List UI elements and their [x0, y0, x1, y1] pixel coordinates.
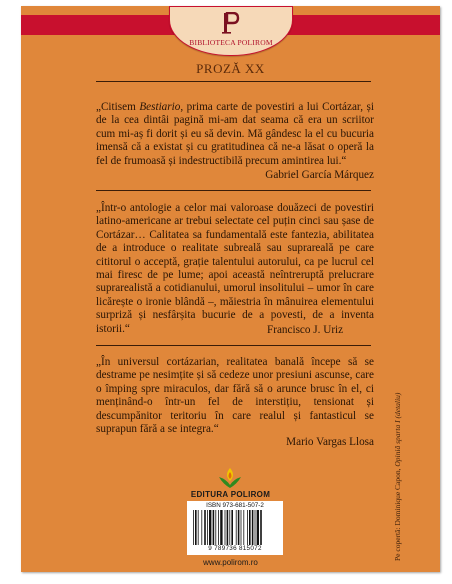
polirom-p-logo-icon — [222, 12, 240, 34]
barcode-bars — [193, 510, 277, 545]
publisher-website: www.polirom.ro — [203, 558, 258, 567]
quote-vargas-llosa: „În universul cortázarian, realitatea banală începe să se destrame pe nesimțite și să cedeze unor presiuni ascunse, care o împing spre miraculos, dar fără să o arunce brusc în el, ci menținând-o într-un fel de interstițiu, tensionat și descumpănitor teritoriu în care realul și fantasticul se suprapun fără a se integra.“ — [96, 356, 374, 436]
book-back-cover — [21, 6, 440, 572]
cover-credit: Pe copertă: Dominique Capon, Opiniă sparta I (detaliu) — [393, 392, 402, 561]
collection-title: PROZĂ XX — [196, 61, 265, 76]
barcode — [187, 501, 283, 555]
quote-author: Gabriel García Márquez — [265, 169, 374, 181]
divider — [96, 345, 371, 346]
quote-uriz: „Într-o antologie a celor mai valoroase douăzeci de povestiri latino-americane ar trebui selectate cel puțin cinci sau șase de Cortázar… Calitatea sa fundamentală este fantezia, abilitatea de a introduce o realitate subreală sau suprareală pe care cititorul o acceptă, grație talentului autorului, ca pe lucrul cel mai firesc de pe lume; apoi această neîntreruptă prelucrare suprarealistă a cotidianului, umorul insolitului – umor în care licărește o ironie blândă –, măiestria în mânuirea elementului surpriză și nesfârșita bucurie de a povesti, de a inventa istorii.“ — [96, 202, 374, 335]
quote-garcia-marquez: „Citisem Bestiario, prima carte de povestiri a lui Cortázar, și de la cea dintâi pagină mi-am dat seama că era un scriitor cum mi-aș fi dorit și eu să devin. Mă gândesc la el cu bucuria imensă că a existat și cu gratitudinea că ne-a lăsat o operă la fel de frumoasă și indestructibilă precum amintirea lui.“ — [96, 101, 374, 167]
polirom-flame-logo-icon — [217, 467, 243, 489]
series-label: BIBLIOTECA POLIROM — [189, 38, 273, 47]
divider-top — [96, 81, 371, 82]
series-emblem — [169, 6, 293, 56]
barcode-number: 9 789736 815072 — [208, 545, 262, 552]
quote-author: Mario Vargas Llosa — [286, 436, 374, 448]
quote-author: Francisco J. Uriz — [267, 324, 344, 336]
publisher-name: EDITURA POLIROM — [190, 490, 271, 499]
isbn-label: ISBN 973-681-507-2 — [206, 502, 264, 509]
divider — [96, 190, 371, 191]
